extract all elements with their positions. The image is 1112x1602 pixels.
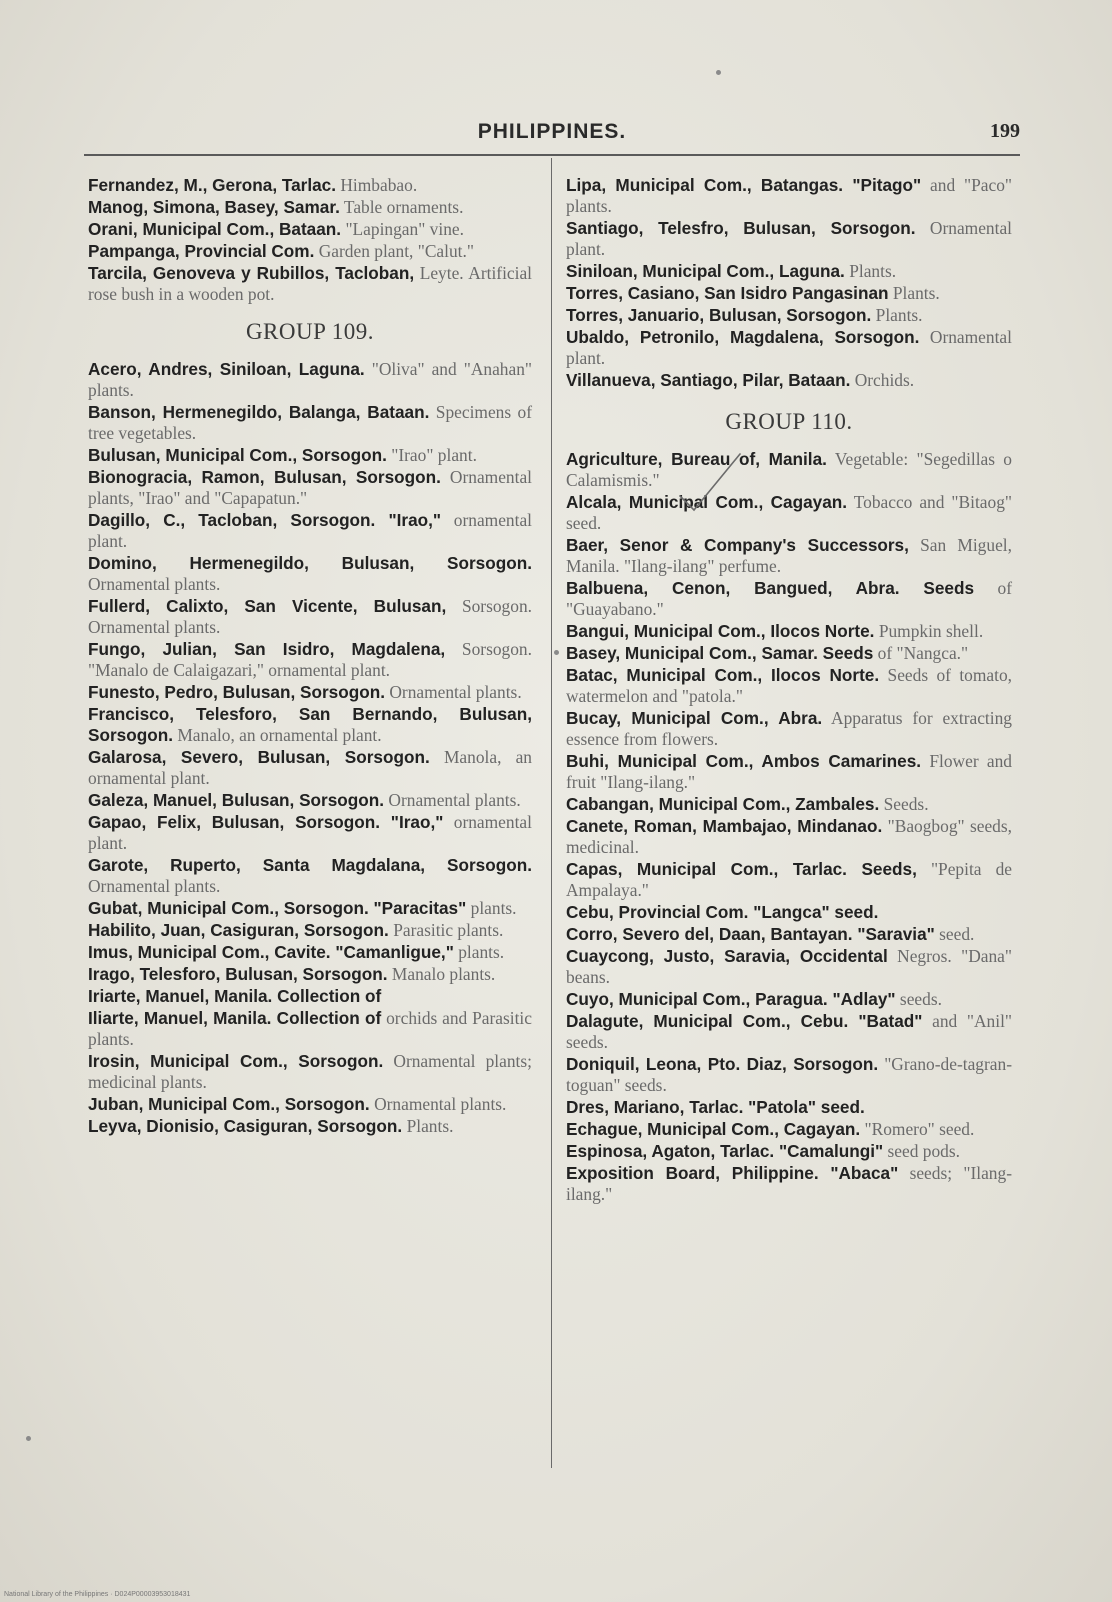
list-item: Canete, Roman, Mambajao, Mindanao. "Baogbog" seeds, medicinal. [566,816,1012,857]
group-109-entries [88,359,532,1137]
list-item: Villanueva, Santiago, Pilar, Bataan. Orchids. [566,370,915,390]
list-item: Dagillo, C., Tacloban, Sorsogon. "Irao," ornamental plant. [88,510,532,551]
list-item: Cebu, Provincial Com. "Langca" seed. [566,902,879,922]
list-item: Imus, Municipal Com., Cavite. "Camanligue," plants. [88,942,505,962]
list-item: Doniquil, Leona, Pto. Diaz, Sorsogon. "Grano-de-tagran-toguan" seeds. [566,1054,1012,1095]
list-item: Alcala, Municipal Com., Cagayan. Tobacco and "Bitaog" seed. [566,492,1012,533]
column-divider [551,158,552,1468]
list-item: Baer, Senor & Company's Successors, San Miguel, Manila. "Ilang-ilang" perfume. [566,535,1012,576]
list-item: Acero, Andres, Siniloan, Laguna. "Oliva" and "Anahan" plants. [88,359,532,400]
list-item: Banson, Hermenegildo, Balanga, Bataan. Specimens of tree vegetables. [88,402,533,443]
right-column [566,175,1012,1206]
list-item: Orani, Municipal Com., Bataan. "Lapingan" vine. [88,219,464,239]
list-item: Irosin, Municipal Com., Sorsogon. Ornamental plants; medicinal plants. [88,1051,532,1092]
group-110-entries [566,449,1012,1205]
running-title: PHILIPPINES. [477,120,627,143]
left-column [88,175,532,1138]
list-item: Basey, Municipal Com., Samar. Seeds of "Nangca." [566,643,969,663]
list-item: Fernandez, M., Gerona, Tarlac. Himbabao. [88,175,418,195]
list-item: Exposition Board, Philippine. "Abaca" seeds; "Ilang-ilang." [566,1163,1012,1204]
ink-speck [716,70,721,75]
list-item: Fullerd, Calixto, San Vicente, Bulusan, Sorsogon. Ornamental plants. [88,596,532,637]
page-number: 199 [990,120,1020,142]
list-item: Echague, Municipal Com., Cagayan. "Romero" seed. [566,1119,975,1139]
ink-speck [26,1436,31,1441]
list-item: Fungo, Julian, San Isidro, Magdalena, Sorsogon. "Manalo de Calaigazari," ornamental plant. [88,639,532,680]
left-entries-top [88,175,532,305]
list-item: Espinosa, Agaton, Tarlac. "Camalungi" seed pods. [566,1141,960,1161]
list-item: Gapao, Felix, Bulusan, Sorsogon. "Irao," ornamental plant. [88,812,532,853]
list-item: Iliarte, Manuel, Manila. Collection of orchids and Parasitic plants. [88,1008,532,1049]
list-item: Agriculture, Bureau of, Manila. Vegetable: "Segedillas o Calamismis." [566,449,1012,490]
list-item: Tarcila, Genoveva y Rubillos, Tacloban, Leyte. Artificial rose bush in a wooden pot. [88,263,533,304]
list-item: Gubat, Municipal Com., Sorsogon. "Paracitas" plants. [88,898,517,918]
group-110-heading: GROUP 110. [725,409,853,434]
list-item: Manog, Simona, Basey, Samar. Table ornaments. [88,197,464,217]
group-109-heading: GROUP 109. [245,319,375,344]
list-item: Bangui, Municipal Com., Ilocos Norte. Pumpkin shell. [566,621,984,641]
list-item: Buhi, Municipal Com., Ambos Camarines. Flower and fruit "Ilang-ilang." [566,751,1012,792]
header-rule [84,154,1020,156]
list-item: Galeza, Manuel, Bulusan, Sorsogon. Ornamental plants. [88,790,521,810]
list-item: Lipa, Municipal Com., Batangas. "Pitago" and "Paco" plants. [566,175,1012,216]
list-item: Balbuena, Cenon, Bangued, Abra. Seeds of "Guayabano." [566,578,1012,619]
list-item: Dalagute, Municipal Com., Cebu. "Batad" and "Anil" seeds. [566,1011,1012,1052]
list-item: Iriarte, Manuel, Manila. Collection of [88,986,382,1006]
list-item: Bucay, Municipal Com., Abra. Apparatus for extracting essence from flowers. [566,708,1012,749]
list-item: Torres, Casiano, San Isidro Pangasinan Plants. [566,283,940,303]
list-item: Batac, Municipal Com., Ilocos Norte. Seeds of tomato, watermelon and "patola." [566,665,1012,706]
pencil-checkmark-icon [678,452,748,512]
ink-speck [554,650,559,655]
list-item: Ubaldo, Petronilo, Magdalena, Sorsogon. Ornamental plant. [566,327,1012,368]
list-item: Garote, Ruperto, Santa Magdalana, Sorsogon. Ornamental plants. [88,855,532,896]
list-item: Bionogracia, Ramon, Bulusan, Sorsogon. Ornamental plants, "Irao" and "Capapatun." [88,467,532,508]
list-item: Leyva, Dionisio, Casiguran, Sorsogon. Plants. [88,1116,454,1136]
list-item: Siniloan, Municipal Com., Laguna. Plants. [566,261,897,281]
list-item: Bulusan, Municipal Com., Sorsogon. "Irao" plant. [88,445,477,465]
list-item: Domino, Hermenegildo, Bulusan, Sorsogon. Ornamental plants. [88,553,532,594]
list-item: Cuaycong, Justo, Saravia, Occidental Negros. "Dana" beans. [566,946,1012,987]
scan-credit: National Library of the Philippines · D024P00003953018431 [4,1591,191,1598]
list-item: Funesto, Pedro, Bulusan, Sorsogon. Ornamental plants. [88,682,522,702]
list-item: Santiago, Telesfro, Bulusan, Sorsogon. Ornamental plant. [566,218,1012,259]
list-item: Dres, Mariano, Tarlac. "Patola" seed. [566,1097,865,1117]
list-item: Pampanga, Provincial Com. Garden plant, "Calut." [88,241,474,261]
right-entries-top [566,175,1012,391]
list-item: Juban, Municipal Com., Sorsogon. Ornamental plants. [88,1094,507,1114]
list-item: Capas, Municipal Com., Tarlac. Seeds, "Pepita de Ampalaya." [566,859,1012,900]
list-item: Habilito, Juan, Casiguran, Sorsogon. Parasitic plants. [88,920,504,940]
list-item: Cuyo, Municipal Com., Paragua. "Adlay" seeds. [566,989,942,1009]
list-item: Irago, Telesforo, Bulusan, Sorsogon. Manalo plants. [88,964,496,984]
page-header [84,120,1020,154]
list-item: Torres, Januario, Bulusan, Sorsogon. Plants. [566,305,923,325]
list-item: Cabangan, Municipal Com., Zambales. Seeds. [566,794,929,814]
list-item: Galarosa, Severo, Bulusan, Sorsogon. Manola, an ornamental plant. [88,747,532,788]
list-item: Francisco, Telesforo, San Bernando, Bulusan, Sorsogon. Manalo, an ornamental plant. [88,704,532,745]
list-item: Corro, Severo del, Daan, Bantayan. "Saravia" seed. [566,924,975,944]
